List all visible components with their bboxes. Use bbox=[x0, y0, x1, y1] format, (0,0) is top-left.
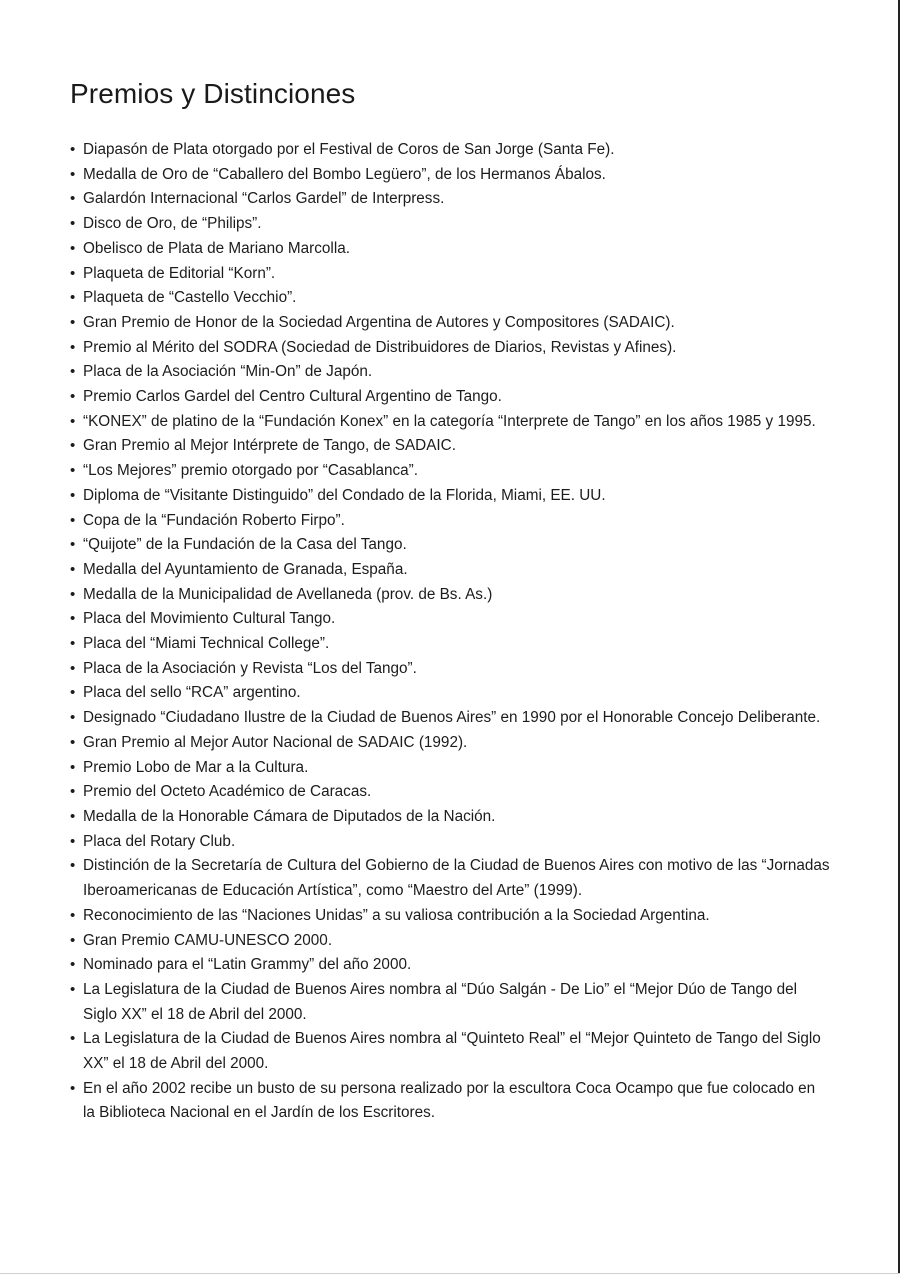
list-item bbox=[70, 731, 830, 756]
bullet-icon: • bbox=[70, 610, 76, 628]
list-item-text: Medalla del Ayuntamiento de Granada, España. bbox=[83, 560, 408, 578]
list-item-text: Gran Premio de Honor de la Sociedad Argentina de Autores y Compositores (SADAIC). bbox=[83, 313, 675, 331]
list-item bbox=[70, 262, 830, 287]
list-item bbox=[70, 311, 830, 336]
list-item-text: Designado “Ciudadano Ilustre de la Ciudad de Buenos Aires” en 1990 por el Honorable Concejo Deliberante. bbox=[83, 709, 821, 727]
bullet-icon: • bbox=[70, 857, 76, 875]
bullet-icon: • bbox=[70, 585, 76, 603]
list-item bbox=[70, 360, 830, 385]
list-item-text: En el año 2002 recibe un busto de su persona realizado por la escultora Coca Ocampo que fue colocado en la Biblioteca Nacional en el Jardín de los Escritores. bbox=[83, 1079, 816, 1122]
bullet-icon: • bbox=[70, 215, 76, 233]
list-item-text: Placa del sello “RCA” argentino. bbox=[83, 684, 301, 702]
list-item bbox=[70, 459, 830, 484]
list-item-text: Reconocimiento de las “Naciones Unidas” a su valiosa contribución a la Sociedad Argentina. bbox=[83, 906, 710, 924]
bullet-icon: • bbox=[70, 289, 76, 307]
list-item-text: Gran Premio al Mejor Intérprete de Tango, de SADAIC. bbox=[83, 437, 456, 455]
list-item-text: Placa de la Asociación “Min-On” de Japón. bbox=[83, 363, 373, 381]
list-item-text: Galardón Internacional “Carlos Gardel” de Interpress. bbox=[83, 190, 445, 208]
list-item bbox=[70, 583, 830, 608]
list-item bbox=[70, 929, 830, 954]
list-item bbox=[70, 138, 830, 163]
list-item-text: Premio del Octeto Académico de Caracas. bbox=[83, 783, 372, 801]
list-item-text: Premio al Mérito del SODRA (Sociedad de Distribuidores de Diarios, Revistas y Afines). bbox=[83, 338, 677, 356]
list-item bbox=[70, 1027, 830, 1076]
list-item bbox=[70, 657, 830, 682]
bullet-icon: • bbox=[70, 462, 76, 480]
list-item-text: Distinción de la Secretaría de Cultura del Gobierno de la Ciudad de Buenos Aires con motivo de las “Jornadas Iberoamericanas de Educación Artística”, como “Maestro del Arte” (1999). bbox=[83, 857, 830, 900]
bullet-icon: • bbox=[70, 980, 76, 998]
bullet-icon: • bbox=[70, 635, 76, 653]
list-item-text: Premio Carlos Gardel del Centro Cultural Argentino de Tango. bbox=[83, 388, 502, 406]
list-item bbox=[70, 681, 830, 706]
bullet-icon: • bbox=[70, 1030, 76, 1048]
list-item bbox=[70, 780, 830, 805]
list-item bbox=[70, 385, 830, 410]
bullet-icon: • bbox=[70, 511, 76, 529]
bullet-icon: • bbox=[70, 709, 76, 727]
bullet-icon: • bbox=[70, 536, 76, 554]
list-item bbox=[70, 607, 830, 632]
list-item-text: Medalla de la Municipalidad de Avellaneda (prov. de Bs. As.) bbox=[83, 585, 493, 603]
list-item-text: Placa del Rotary Club. bbox=[83, 832, 236, 850]
list-item bbox=[70, 706, 830, 731]
list-item-text: “KONEX” de platino de la “Fundación Konex” en la categoría “Interprete de Tango” en los años 1985 y 1995. bbox=[83, 412, 816, 430]
list-item bbox=[70, 237, 830, 262]
list-item bbox=[70, 336, 830, 361]
list-item-text: Copa de la “Fundación Roberto Firpo”. bbox=[83, 511, 345, 529]
page-title: Premios y Distinciones bbox=[70, 78, 356, 109]
list-item-text: Placa del Movimiento Cultural Tango. bbox=[83, 610, 336, 628]
list-item-text: Placa de la Asociación y Revista “Los del Tango”. bbox=[83, 659, 417, 677]
list-item bbox=[70, 533, 830, 558]
document-body bbox=[70, 78, 830, 1126]
bullet-icon: • bbox=[70, 783, 76, 801]
bullet-icon: • bbox=[70, 190, 76, 208]
awards-list bbox=[70, 138, 830, 1126]
list-item-text: Medalla de Oro de “Caballero del Bombo Legüero”, de los Hermanos Ábalos. bbox=[83, 165, 606, 183]
list-item bbox=[70, 830, 830, 855]
bullet-icon: • bbox=[70, 1079, 76, 1097]
list-item bbox=[70, 434, 830, 459]
bullet-icon: • bbox=[70, 931, 76, 949]
list-item bbox=[70, 978, 830, 1027]
list-item bbox=[70, 854, 830, 903]
list-item-text: “Los Mejores” premio otorgado por “Casablanca”. bbox=[83, 462, 418, 480]
bullet-icon: • bbox=[70, 956, 76, 974]
list-item bbox=[70, 632, 830, 657]
list-item-text: Premio Lobo de Mar a la Cultura. bbox=[83, 758, 309, 776]
list-item-text: Nominado para el “Latin Grammy” del año 2000. bbox=[83, 956, 412, 974]
list-item bbox=[70, 805, 830, 830]
list-item-text: La Legislatura de la Ciudad de Buenos Aires nombra al “Dúo Salgán - De Lio” el “Mejor Dúo de Tango del Siglo XX” el 18 de Abril del 2000. bbox=[83, 980, 798, 1023]
list-item bbox=[70, 558, 830, 583]
bullet-icon: • bbox=[70, 684, 76, 702]
bullet-icon: • bbox=[70, 141, 76, 158]
list-item-text: Gran Premio CAMU-UNESCO 2000. bbox=[83, 931, 333, 949]
bullet-icon: • bbox=[70, 239, 76, 257]
bullet-icon: • bbox=[70, 486, 76, 504]
bullet-icon: • bbox=[70, 412, 76, 430]
bullet-icon: • bbox=[70, 338, 76, 356]
list-item bbox=[70, 756, 830, 781]
list-item bbox=[70, 410, 830, 435]
bullet-icon: • bbox=[70, 733, 76, 751]
list-item bbox=[70, 163, 830, 188]
list-item bbox=[70, 212, 830, 237]
list-item-text: Placa del “Miami Technical College”. bbox=[83, 635, 330, 653]
list-item bbox=[70, 953, 830, 978]
list-item-text: Disco de Oro, de “Philips”. bbox=[83, 215, 262, 233]
bullet-icon: • bbox=[70, 363, 76, 381]
bullet-icon: • bbox=[70, 264, 76, 282]
list-item bbox=[70, 286, 830, 311]
list-item-text: Plaqueta de Editorial “Korn”. bbox=[83, 264, 276, 282]
bullet-icon: • bbox=[70, 906, 76, 924]
list-item-text: Diapasón de Plata otorgado por el Festival de Coros de San Jorge (Santa Fe). bbox=[83, 141, 615, 158]
list-item bbox=[70, 187, 830, 212]
bullet-icon: • bbox=[70, 758, 76, 776]
list-item bbox=[70, 904, 830, 929]
bullet-icon: • bbox=[70, 165, 76, 183]
list-item-text: Medalla de la Honorable Cámara de Diputados de la Nación. bbox=[83, 807, 496, 825]
bullet-icon: • bbox=[70, 832, 76, 850]
list-item-text: La Legislatura de la Ciudad de Buenos Aires nombra al “Quinteto Real” el “Mejor Quinteto de Tango del Siglo XX” el 18 de Abril del 2000. bbox=[83, 1030, 821, 1073]
list-item bbox=[70, 484, 830, 509]
bullet-icon: • bbox=[70, 437, 76, 455]
list-item-text: Plaqueta de “Castello Vecchio”. bbox=[83, 289, 297, 307]
list-item bbox=[70, 1077, 830, 1126]
list-item-text: “Quijote” de la Fundación de la Casa del Tango. bbox=[83, 536, 407, 554]
bullet-icon: • bbox=[70, 659, 76, 677]
bullet-icon: • bbox=[70, 807, 76, 825]
bullet-icon: • bbox=[70, 388, 76, 406]
list-item-text: Gran Premio al Mejor Autor Nacional de SADAIC (1992). bbox=[83, 733, 468, 751]
list-item-text: Obelisco de Plata de Mariano Marcolla. bbox=[83, 239, 350, 257]
bullet-icon: • bbox=[70, 313, 76, 331]
list-item-text: Diploma de “Visitante Distinguido” del Condado de la Florida, Miami, EE. UU. bbox=[83, 486, 606, 504]
bullet-icon: • bbox=[70, 560, 76, 578]
list-item bbox=[70, 509, 830, 534]
